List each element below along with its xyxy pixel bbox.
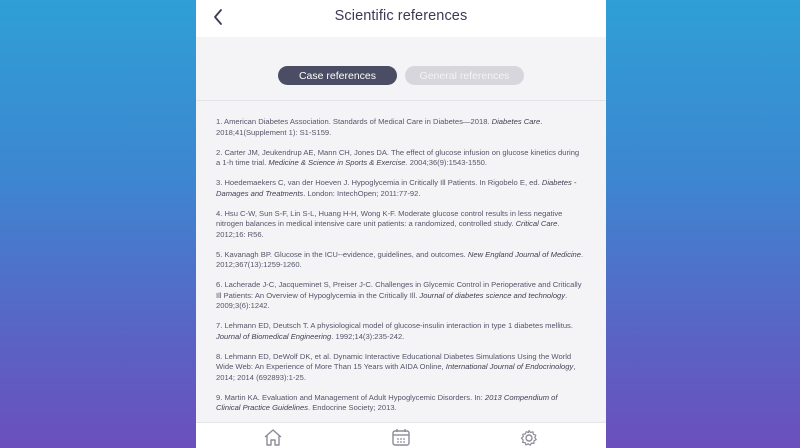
home-icon: [262, 427, 284, 447]
list-item: 8. Lehmann ED, DeWolf DK, et al. Dynamic Interactive Educational Diabetes Simulations Using the World Wide Web: An Experience of More Than 15 Years with AIDA Online, International Journal of Endocrinology, 2014; 2014 (692893):1-25.: [216, 351, 576, 382]
page-title: Scientific references: [334, 8, 468, 24]
list-item: 6. Lacherade J-C, Jacqueminet S, Preiser J-C. Challenges in Glycemic Control in Perioperative and Critically Ill Patients: An Overview of Hypoglycemia in the Critically Ill. Journal of diabetes science and technology. 2009;3(6):1242.: [216, 280, 582, 310]
tab-home[interactable]: [262, 427, 284, 447]
list-item: 3. Hoedemaekers C, van der Hoeven J. Hypoglycemia in Critically Ill Patients. In Rigobelo E, ed. Diabetes - Damages and Treatments. London: IntechOpen; 2011:77-92.: [216, 178, 577, 198]
references-content: [196, 37, 606, 422]
tab-settings[interactable]: [518, 427, 540, 447]
tab-case-references[interactable]: Case references: [278, 66, 397, 85]
list-item: 1. American Diabetes Association. Standards of Medical Care in Diabetes—2018. Diabetes Care. 2018;41(Supplement 1): S1-S159.: [216, 117, 543, 137]
list-item: 9. Martin KA. Evaluation and Management of Adult Hypoglycemic Disorders. In: 2013 Compendium of Clinical Practice Guidelines. Endocrine Society; 2013.: [216, 392, 558, 412]
tab-general-references[interactable]: General references: [405, 66, 524, 85]
list-item: 5. Kavanagh BP. Glucose in the ICU--evidence, guidelines, and outcomes. New England Journal of Medicine. 2012;367(13):1259-1260.: [216, 249, 584, 269]
header-bar: [196, 0, 606, 37]
list-item: 4. Hsu C-W, Sun S-F, Lin S-L, Huang H-H, Wong K-F. Moderate glucose control results in less negative nitrogen balances in medical intensive care unit patients: a randomized, controlled study. Critical Care. 2012;16: R56.: [216, 208, 563, 239]
gear-icon: [518, 427, 540, 447]
list-item: 7. Lehmann ED, Deutsch T. A physiological model of glucose-insulin interaction in type 1 diabetes mellitus. Journal of Biomedical Engineering. 1992;14(3):235-242.: [216, 321, 573, 341]
app-screen: [196, 0, 606, 448]
list-item: 2. Carter JM, Jeukendrup AE, Mann CH, Jones DA. The effect of glucose infusion on glucose kinetics during a 1-h time trial. Medicine & Science in Sports & Exercise. 2004;36(9):1543-1550.: [216, 147, 580, 167]
divider: [196, 100, 606, 101]
tab-calendar[interactable]: [390, 427, 412, 447]
calendar-icon: [390, 427, 412, 447]
reference-list[interactable]: [216, 117, 584, 423]
reference-tabs: [278, 66, 524, 85]
bottom-tab-bar: [196, 422, 606, 448]
